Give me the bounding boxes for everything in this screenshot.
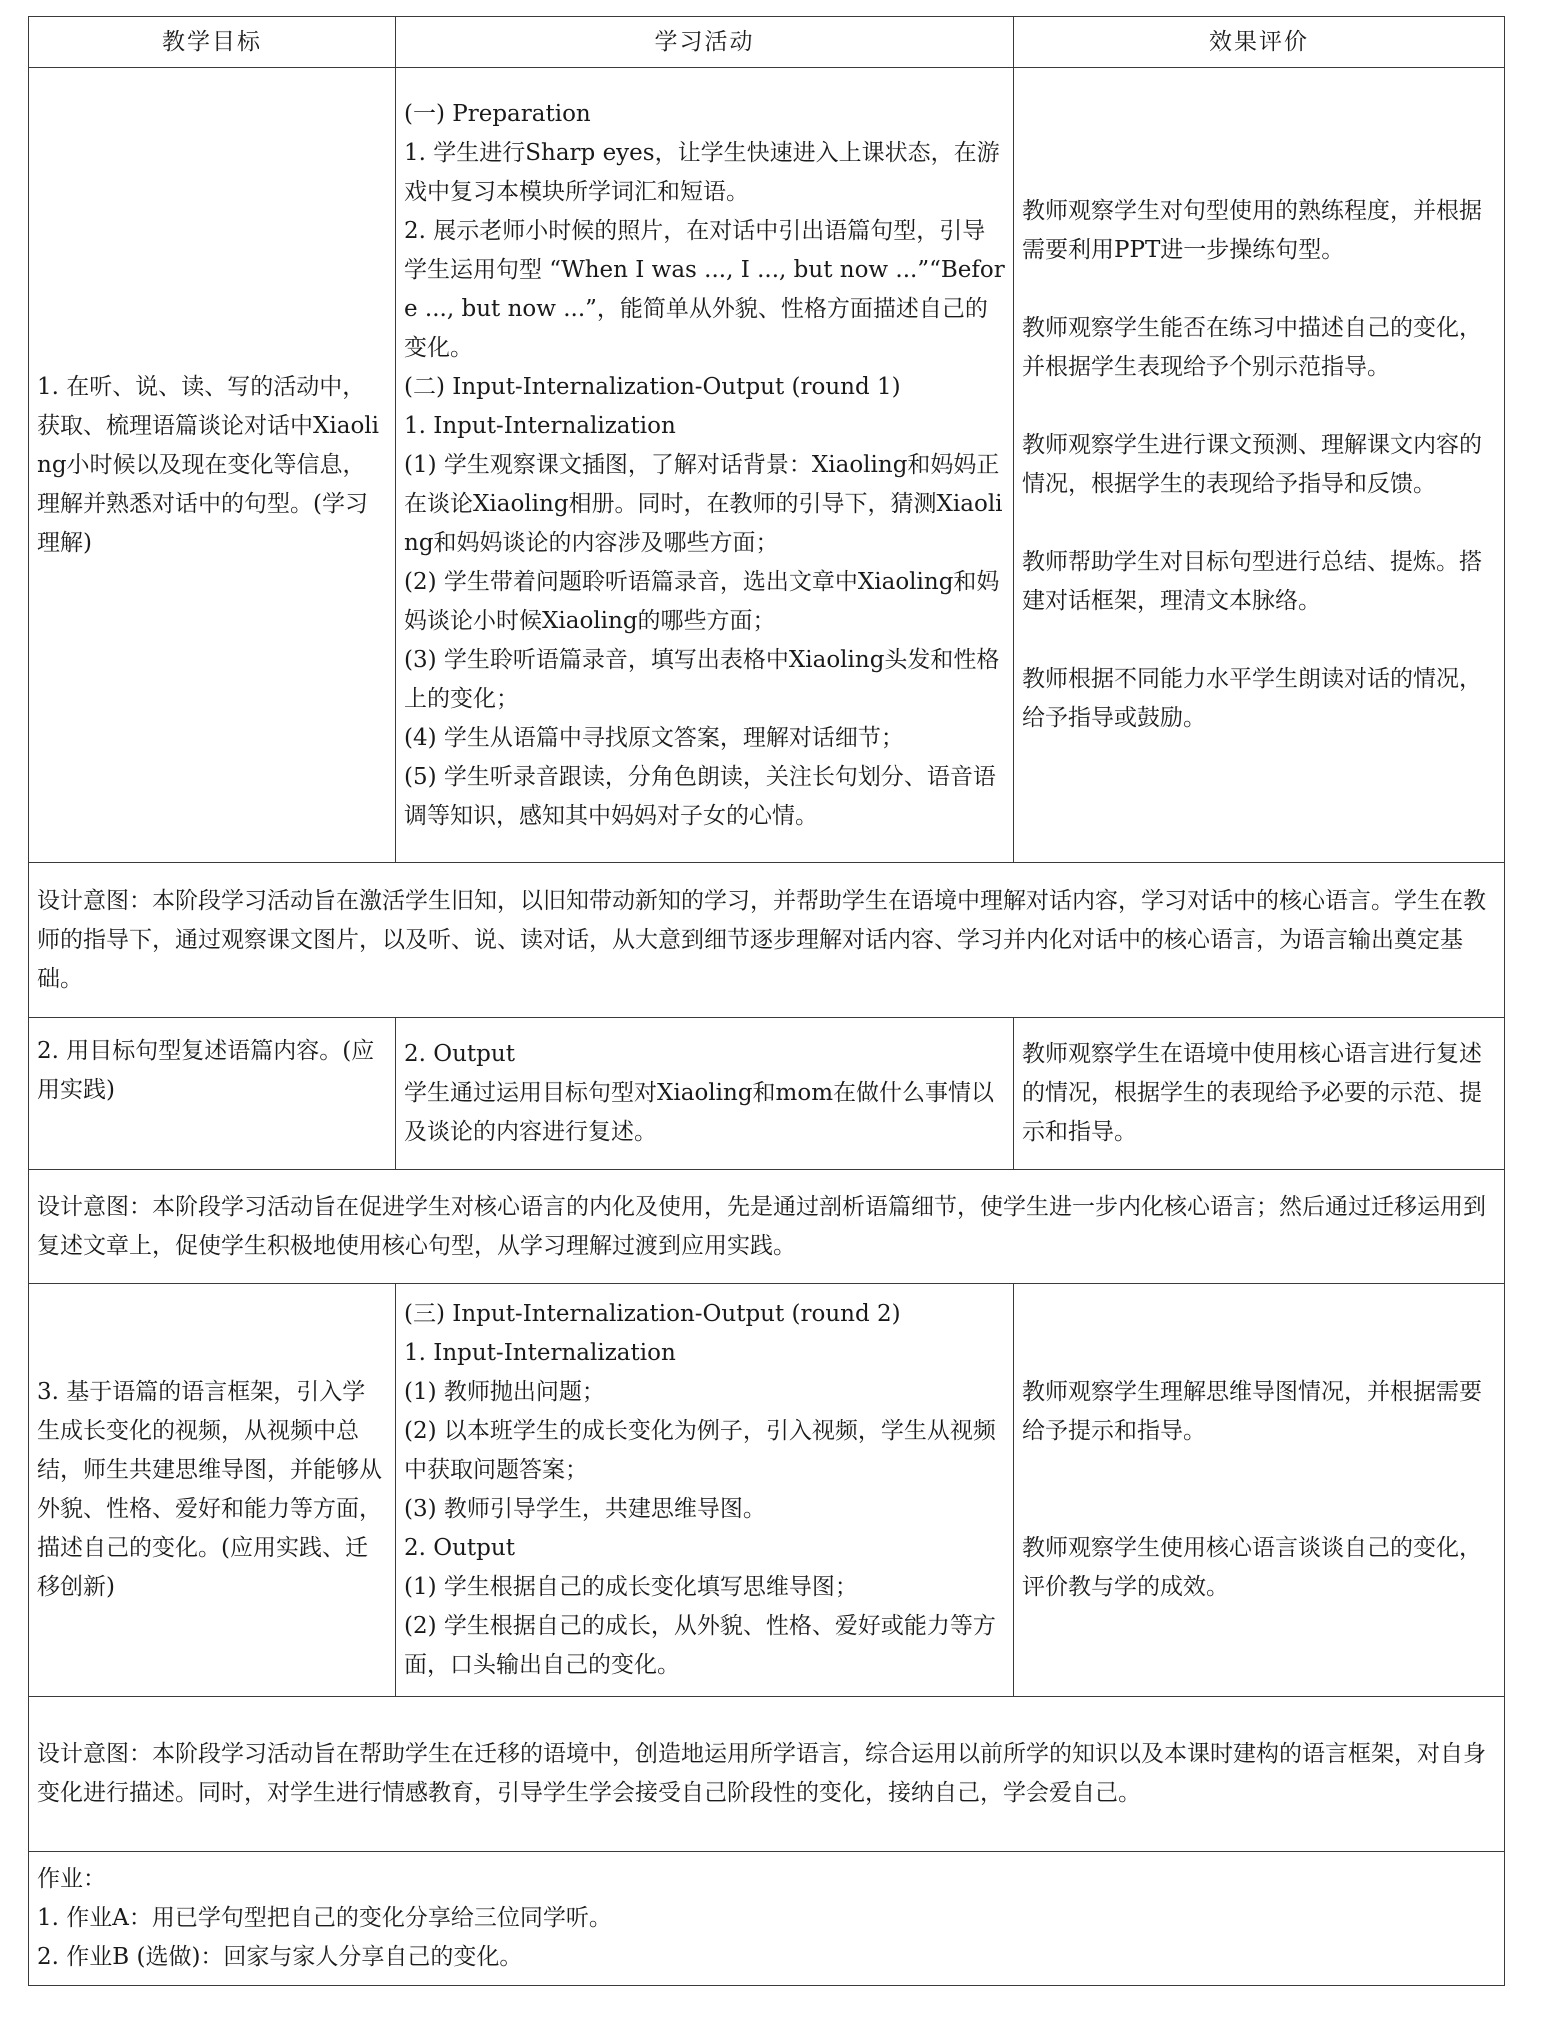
activity-line: 2. Output (404, 1041, 515, 1067)
evaluation-text: 教师观察学生在语境中使用核心语言进行复述的情况，根据学生的表现给予必要的示范、提示和指导。 (1022, 1041, 1482, 1145)
activity-line: (3) 教师引导学生，共建思维导图。 (404, 1496, 766, 1522)
evaluation-text: 教师根据不同能力水平学生朗读对话的情况，给予指导或鼓励。 (1022, 666, 1482, 731)
activity-line: (2) 学生根据自己的成长，从外貌、性格、爱好或能力等方面，口头输出自己的变化。 (404, 1613, 996, 1678)
section1-evaluation (1014, 68, 1505, 863)
activity-line: 2. 展示老师小时候的照片，在对话中引出语篇句型，引导学生运用句型 “When I was ..., I ..., but now ...”“Before ..., but now ...”，能简单从外貌、性格方面描述自己的变化。 (404, 217, 1005, 361)
section3-intent-row (29, 1697, 1505, 1852)
lesson-plan-page (28, 16, 1504, 1986)
homework-item: 2. 作业B (选做)：回家与家人分享自己的变化。 (37, 1944, 523, 1970)
homework-row (29, 1852, 1505, 1986)
evaluation-text: 教师观察学生理解思维导图情况，并根据需要给予提示和指导。 (1022, 1379, 1482, 1444)
activity-line: (2) 以本班学生的成长变化为例子，引入视频，学生从视频中获取问题答案； (404, 1418, 996, 1483)
section1-activity (396, 68, 1014, 863)
activity-line: (4) 学生从语篇中寻找原文答案，理解对话细节； (404, 724, 904, 751)
section1-row (29, 68, 1505, 863)
evaluation-text: 教师观察学生能否在练习中描述自己的变化，并根据学生表现给予个别示范指导。 (1022, 315, 1482, 380)
activity-line: (三) Input-Internalization-Output (round 2) (404, 1301, 901, 1327)
header-goal: 教学目标 (29, 17, 396, 68)
section2-row (29, 1018, 1505, 1170)
homework-cell (29, 1852, 1505, 1986)
design-intent: 设计意图：本阶段学习活动旨在促进学生对核心语言的内化及使用，先是通过剖析语篇细节，使学生进一步内化核心语言；然后通过迁移运用到复述文章上，促使学生积极地使用核心句型，从学习理解过渡到应用实践。 (29, 1170, 1505, 1284)
section1-intent-row (29, 863, 1505, 1018)
header-row (29, 17, 1505, 68)
evaluation-text: 教师帮助学生对目标句型进行总结、提炼。搭建对话框架，理清文本脉络。 (1022, 549, 1482, 614)
activity-line: (1) 学生观察课文插图，了解对话背景：Xiaoling和妈妈正在谈论Xiaoling相册。同时，在教师的引导下，猜测Xiaoling和妈妈谈论的内容涉及哪些方面； (404, 451, 1003, 556)
activity-line: 1. Input-Internalization (404, 412, 676, 439)
goal-text: 1. 在听、说、读、写的活动中，获取、梳理语篇谈论对话中Xiaoling小时候以及现在变化等信息，理解并熟悉对话中的句型。(学习理解) (37, 373, 380, 556)
goal-text: 2. 用目标句型复述语篇内容。(应用实践) (37, 1038, 375, 1103)
homework-item: 1. 作业A：用已学句型把自己的变化分享给三位同学听。 (37, 1905, 612, 1931)
section1-goal (29, 68, 396, 863)
activity-line: (3) 学生聆听语篇录音，填写出表格中Xiaoling头发和性格上的变化； (404, 646, 1000, 712)
lesson-plan-table (28, 16, 1505, 1986)
section2-intent-row (29, 1170, 1505, 1284)
section3-evaluation (1014, 1284, 1505, 1697)
section3-row (29, 1284, 1505, 1697)
evaluation-text: 教师观察学生进行课文预测、理解课文内容的情况，根据学生的表现给予指导和反馈。 (1022, 432, 1482, 497)
section2-activity (396, 1018, 1014, 1170)
goal-text: 3. 基于语篇的语言框架，引入学生成长变化的视频，从视频中总结，师生共建思维导图，并能够从外貌、性格、爱好和能力等方面，描述自己的变化。(应用实践、迁移创新) (37, 1379, 382, 1600)
homework-title: 作业： (37, 1866, 106, 1892)
section2-goal (29, 1018, 396, 1170)
activity-line: (一) Preparation (404, 100, 591, 127)
activity-line: (1) 教师抛出问题； (404, 1379, 605, 1405)
activity-line: (二) Input-Internalization-Output (round 1) (404, 373, 901, 400)
activity-line: 1. 学生进行Sharp eyes，让学生快速进入上课状态，在游戏中复习本模块所学词汇和短语。 (404, 139, 1000, 205)
design-intent: 设计意图：本阶段学习活动旨在激活学生旧知，以旧知带动新知的学习，并帮助学生在语境中理解对话内容，学习对话中的核心语言。学生在教师的指导下，通过观察课文图片，以及听、说、读对话，从大意到细节逐步理解对话内容、学习并内化对话中的核心语言，为语言输出奠定基础。 (29, 863, 1505, 1018)
activity-line: (2) 学生带着问题聆听语篇录音，选出文章中Xiaoling和妈妈谈论小时候Xiaoling的哪些方面； (404, 568, 1000, 634)
section2-evaluation (1014, 1018, 1505, 1170)
evaluation-text: 教师观察学生使用核心语言谈谈自己的变化，评价教与学的成效。 (1022, 1535, 1482, 1600)
evaluation-text: 教师观察学生对句型使用的熟练程度，并根据需要利用PPT进一步操练句型。 (1022, 198, 1482, 263)
activity-line: 1. Input-Internalization (404, 1340, 676, 1366)
activity-line: 2. Output (404, 1535, 515, 1561)
design-intent: 设计意图：本阶段学习活动旨在帮助学生在迁移的语境中，创造地运用所学语言，综合运用以前所学的知识以及本课时建构的语言框架，对自身变化进行描述。同时，对学生进行情感教育，引导学生学会接受自己阶段性的变化，接纳自己，学会爱自己。 (29, 1697, 1505, 1852)
activity-line: 学生通过运用目标句型对Xiaoling和mom在做什么事情以及谈论的内容进行复述。 (404, 1080, 995, 1145)
header-evaluation: 效果评价 (1014, 17, 1505, 68)
activity-line: (1) 学生根据自己的成长变化填写思维导图； (404, 1574, 858, 1600)
activity-line: (5) 学生听录音跟读，分角色朗读，关注长句划分、语音语调等知识，感知其中妈妈对子女的心情。 (404, 763, 996, 829)
section3-goal (29, 1284, 396, 1697)
section3-activity (396, 1284, 1014, 1697)
header-activity: 学习活动 (396, 17, 1014, 68)
